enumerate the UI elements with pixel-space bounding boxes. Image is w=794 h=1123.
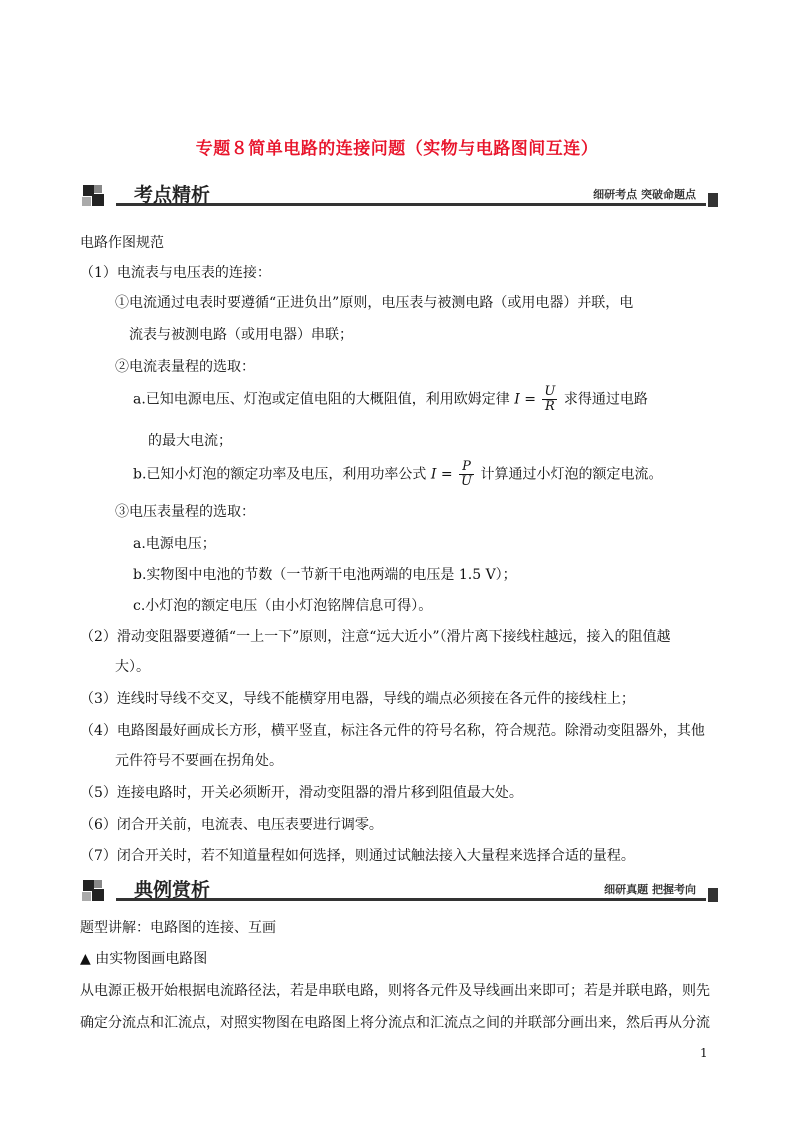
section-tagline: 细研真题 把握考向: [604, 883, 696, 896]
formula-denominator: R: [545, 399, 555, 414]
formula-lhs: I =: [514, 391, 536, 408]
banner-square-icon: [94, 880, 102, 888]
formula-fraction: [542, 385, 557, 414]
list-item: （5）连接电路时，开关必须断开，滑动变阻器的滑片移到阻值最大处。: [80, 785, 523, 801]
list-item: （3）连线时导线不交叉，导线不能横穿用电器，导线的端点必须接在各元件的接线柱上；: [80, 691, 635, 707]
paragraph-heading: 题型讲解：电路图的连接、互画: [80, 920, 276, 936]
text-segment: a.已知电源电压、灯泡或定值电阻的大概阻值，利用欧姆定律: [133, 391, 510, 408]
list-item-continuation: 流表与被测电路（或用电器）串联；: [129, 327, 353, 343]
section-heading: 考点精析: [134, 184, 211, 206]
list-item: （4）电路图最好画成长方形，横平竖直，标注各元件的符号名称，符合规范。除滑动变阻器外，其他: [80, 723, 705, 739]
paragraph-line: 确定分流点和汇流点，对照实物图在电路图上将分流点和汇流点之间的并联部分画出来，然后再从分流: [80, 1015, 710, 1031]
formula-numerator: U: [544, 384, 556, 399]
page-number: 1: [700, 1046, 708, 1060]
page-title: 专题８简单电路的连接问题（实物与电路图间互连）: [195, 139, 599, 159]
banner-square-icon: [82, 892, 91, 901]
section-heading: 典例赏析: [134, 879, 211, 901]
text-segment: b.已知小灯泡的额定功率及电压，利用功率公式: [133, 466, 427, 483]
formula-denominator: U: [461, 474, 473, 489]
subheading: ▲ 由实物图画电路图: [80, 951, 208, 967]
formula-numerator: P: [459, 460, 474, 475]
banner-end-bar: [708, 193, 718, 207]
paragraph-heading: 电路作图规范: [80, 235, 164, 251]
list-item: a.电源电压；: [133, 536, 216, 552]
list-item: ①电流通过电表时要遵循“正进负出”原则，电压表与被测电路（或用电器）并联，电: [115, 295, 634, 311]
list-item: ③电压表量程的选取：: [115, 504, 255, 520]
text-segment: 求得通过电路: [563, 391, 648, 408]
banner-square-icon: [92, 194, 104, 206]
section-banner-examples: [80, 878, 718, 908]
list-item-continuation: 大）。: [115, 659, 150, 675]
list-item: c.小灯泡的额定电压（由小灯泡铭牌信息可得）。: [133, 598, 433, 614]
formula-lhs: I =: [430, 466, 453, 483]
list-item: （6）闭合开关前，电流表、电压表要进行调零。: [80, 817, 383, 833]
formula-fraction: [459, 460, 474, 489]
banner-square-icon: [92, 889, 104, 901]
banner-square-icon: [82, 197, 91, 206]
paragraph-line: 从电源正极开始根据电流路径法，若是串联电路，则将各元件及导线画出来即可；若是并联电路，则先: [80, 983, 710, 999]
section-tagline: 细研考点 突破命题点: [593, 188, 696, 201]
list-item: （2）滑动变阻器要遵循“一上一下”原则，注意“远大近小”（滑片离下接线柱越远，接入的阻值越: [80, 629, 671, 645]
list-item-continuation: 的最大电流；: [148, 433, 232, 449]
text-segment: 计算通过小灯泡的额定电流。: [480, 466, 663, 483]
section-banner-analysis: [80, 183, 718, 213]
list-item: （7）闭合开关时，若不知道量程如何选择，则通过试触法接入大量程来选择合适的量程。: [80, 848, 635, 864]
list-item: （1）电流表与电压表的连接：: [80, 265, 271, 281]
list-item-with-formula: [133, 460, 662, 489]
list-item: ②电流表量程的选取：: [115, 359, 255, 375]
list-item-continuation: 元件符号不要画在拐角处。: [115, 753, 283, 769]
list-item: b.实物图中电池的节数（一节新干电池两端的电压是 1.5 V）；: [133, 567, 517, 583]
list-item-with-formula: [133, 385, 648, 414]
banner-square-icon: [94, 185, 102, 193]
banner-end-bar: [708, 888, 718, 902]
